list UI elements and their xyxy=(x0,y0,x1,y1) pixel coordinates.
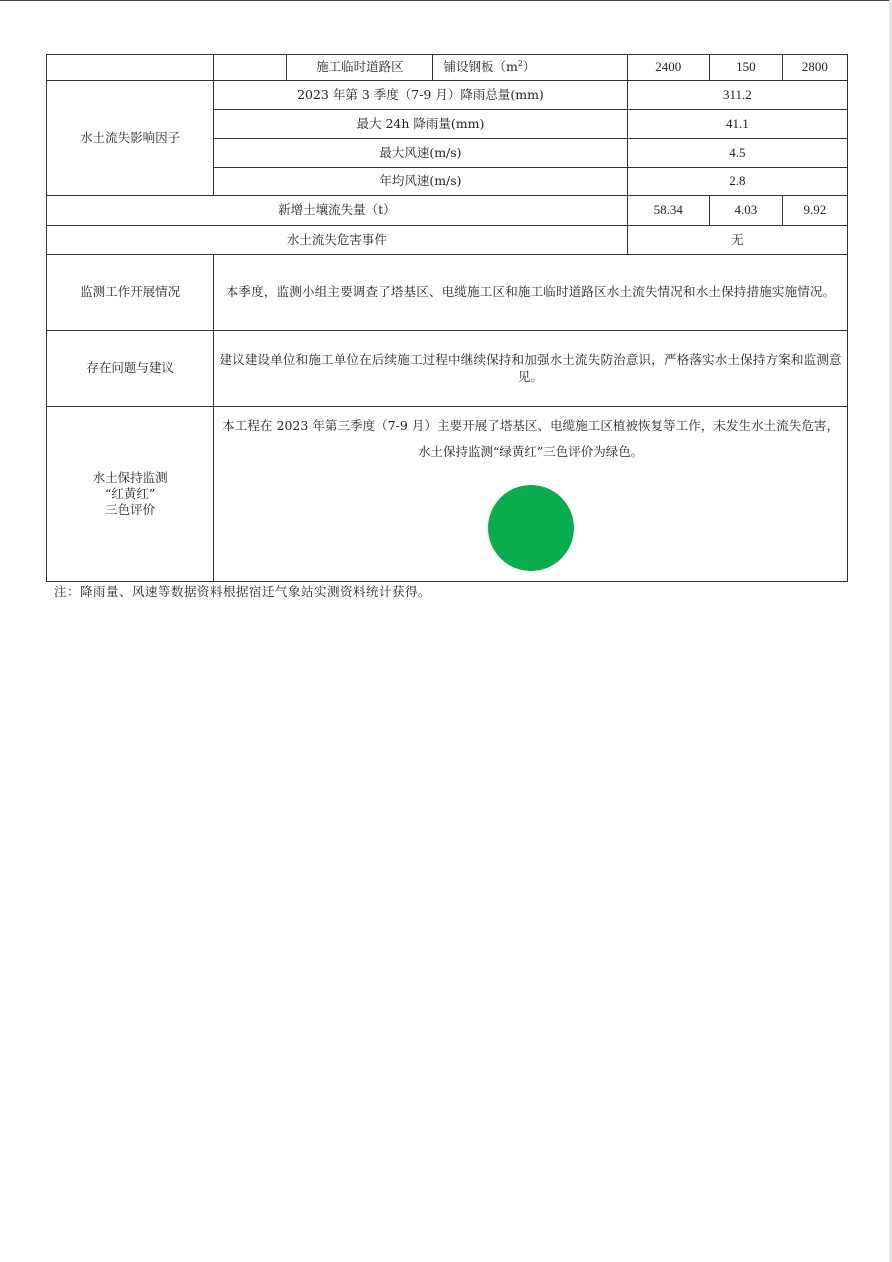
hazard-value: 无 xyxy=(627,226,847,255)
empty-cell xyxy=(214,55,287,81)
table-row-issues xyxy=(47,331,848,407)
table-row-evaluation xyxy=(47,407,848,582)
avg-wind-label: 年均风速(m/s) xyxy=(214,168,627,196)
empty-cell xyxy=(47,55,214,81)
evaluation-label-line-1: 水土保持监测 xyxy=(92,469,168,485)
table-row-temp-road xyxy=(47,55,848,81)
measure-superscript: 2 xyxy=(517,59,523,69)
monitoring-report-table xyxy=(46,54,848,582)
max-wind-value: 4.5 xyxy=(627,139,847,168)
value-cell-3: 2800 xyxy=(782,55,847,81)
evaluation-content xyxy=(214,407,848,582)
soil-loss-value-2: 4.03 xyxy=(709,196,782,226)
factors-label: 水土流失影响因子 xyxy=(47,81,214,196)
green-status-indicator xyxy=(488,485,574,571)
monitoring-label: 监测工作开展情况 xyxy=(47,255,214,331)
table-row-soil-loss xyxy=(47,196,848,226)
monitoring-text: 本季度，监测小组主要调查了塔基区、电缆施工区和施工临时道路区水土流失情况和水土保持措施实施情况。 xyxy=(214,255,848,331)
value-cell-2: 150 xyxy=(709,55,782,81)
evaluation-label-line-2: “红黄红” xyxy=(104,485,156,501)
avg-wind-value: 2.8 xyxy=(627,168,847,196)
evaluation-text: 本工程在 2023 年第三季度（7-9 月）主要开展了塔基区、电缆施工区植被恢复等工作，未发生水土流失危害，水土保持监测“绿黄红”三色评价为绿色。 xyxy=(222,418,839,459)
page-top-border xyxy=(0,0,892,1)
table-footnote: 注：降雨量、风速等数据资料根据宿迁气象站实测资料统计获得。 xyxy=(54,584,432,599)
measure-close: ） xyxy=(522,59,536,75)
measure-cell xyxy=(433,55,627,81)
rainfall-total-value: 311.2 xyxy=(627,81,847,110)
rainfall-total-label: 2023 年第 3 季度（7-9 月）降雨总量(mm) xyxy=(214,81,627,110)
max-24h-value: 41.1 xyxy=(627,110,847,139)
measure-text: 铺设钢板（m xyxy=(443,59,518,75)
max-wind-label: 最大风速(m/s) xyxy=(214,139,627,168)
max-24h-label: 最大 24h 降雨量(mm) xyxy=(214,110,627,139)
soil-loss-label: 新增土壤流失量（t） xyxy=(47,196,628,226)
table-row-monitoring xyxy=(47,255,848,331)
hazard-label: 水土流失危害事件 xyxy=(47,226,628,255)
value-cell-1: 2400 xyxy=(627,55,709,81)
table-row-hazard xyxy=(47,226,848,255)
evaluation-label xyxy=(47,407,214,582)
soil-loss-value-3: 9.92 xyxy=(782,196,847,226)
evaluation-label-line-3: 三色评价 xyxy=(105,502,156,518)
area-cell: 施工临时道路区 xyxy=(287,55,433,81)
issues-label: 存在问题与建议 xyxy=(47,331,214,407)
table-row-rainfall-total xyxy=(47,81,848,110)
soil-loss-value-1: 58.34 xyxy=(627,196,709,226)
issues-text: 建议建设单位和施工单位在后续施工过程中继续保持和加强水土流失防治意识，严格落实水土保持方案和监测意见。 xyxy=(214,331,848,407)
